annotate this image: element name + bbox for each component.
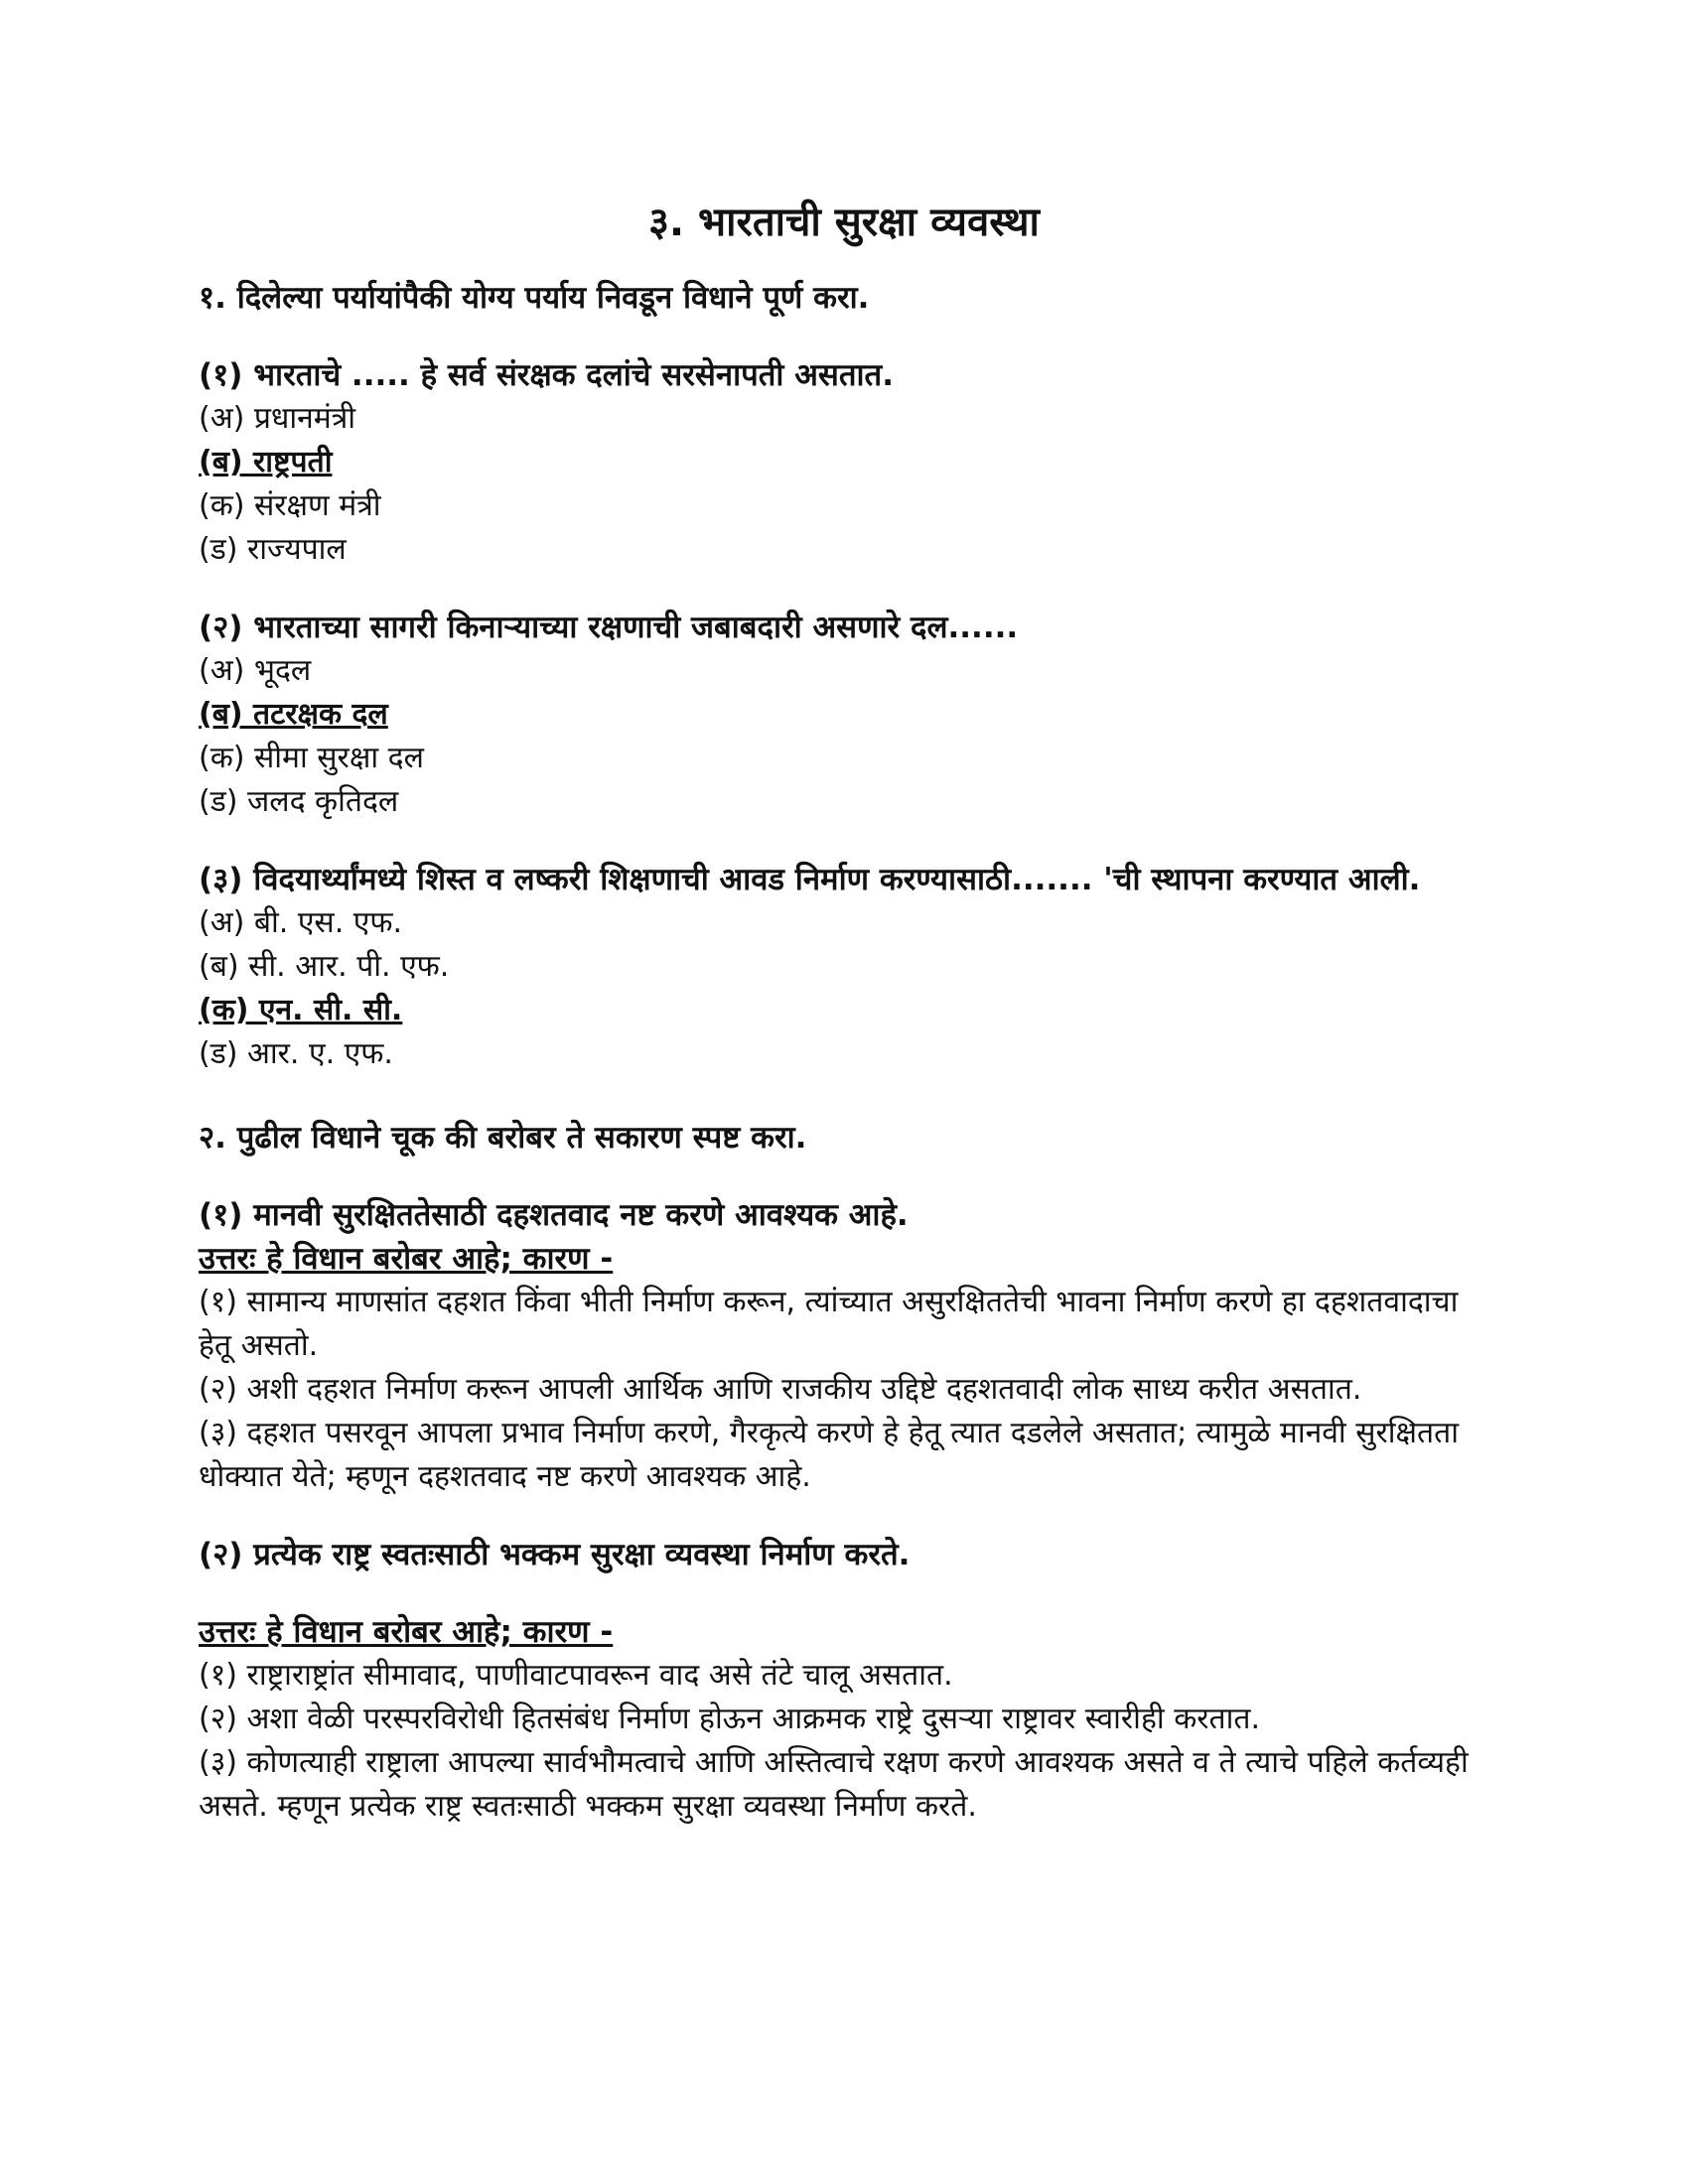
option-a: (अ) भूदल — [199, 653, 312, 688]
mcq-question-2 — [199, 606, 1489, 824]
true-false-question-2 — [199, 1533, 1489, 1829]
option-d: (ड) आर. ए. एफ. — [199, 1036, 393, 1071]
answer-label: उत्तरः हे विधान बरोबर आहे; कारण - — [199, 1614, 614, 1650]
true-false-question-1 — [199, 1193, 1489, 1499]
option-c: (क) सीमा सुरक्षा दल — [199, 741, 424, 775]
section-2-heading: २. पुढील विधाने चूक की बरोबर ते सकारण स्पष्ट करा. — [199, 1120, 807, 1156]
page-title: ३. भारताची सुरक्षा व्यवस्था — [648, 200, 1040, 245]
section-1-heading: १. दिलेल्या पर्यायांपैकी योग्य पर्याय निवडून विधाने पूर्ण करा. — [199, 280, 870, 316]
document-page — [199, 195, 1489, 1862]
option-a: (अ) प्रधानमंत्री — [199, 401, 356, 436]
option-c: (क) संरक्षण मंत्री — [199, 488, 381, 523]
question-text: (२) भारताच्या सागरी किनाऱ्याच्या रक्षणाची जबाबदारी असणारे दल...... — [199, 610, 1019, 645]
option-b-correct: (ब) राष्ट्रपती — [199, 445, 333, 479]
reason-item: (१) सामान्य माणसांत दहशत किंवा भीती निर्माण करून, त्यांच्यात असुरक्षिततेची भावना निर्माण करणे हा दहशतवादाचा हेतू असतो. — [199, 1285, 1459, 1363]
option-c-correct: (क) एन. सी. सी. — [199, 993, 403, 1027]
question-text: (१) मानवी सुरक्षिततेसाठी दहशतवाद नष्ट करणे आवश्यक आहे. — [199, 1197, 909, 1233]
question-text: (२) प्रत्येक राष्ट्र स्वतःसाठी भक्कम सुरक्षा व्यवस्था निर्माण करते. — [199, 1537, 911, 1572]
reason-item: (३) दहशत पसरवून आपला प्रभाव निर्माण करणे, गैरकृत्ये करणे हे हेतू त्यात दडलेले असतात; त्यामुळे मानवी सुरक्षितता धोक्यात येते; म्हणून दहशतवाद नष्ट करणे आवश्यक आहे. — [199, 1416, 1460, 1494]
reason-item: (१) राष्ट्राराष्ट्रांत सीमावाद, पाणीवाटपावरून वाद असे तंटे चालू असतात. — [199, 1658, 953, 1693]
reason-item: (२) अशा वेळी परस्परविरोधी हितसंबंध निर्माण होऊन आक्रमक राष्ट्रे दुसऱ्या राष्ट्रावर स्वारीही करतात. — [199, 1702, 1261, 1736]
option-b: (ब) सी. आर. पी. एफ. — [199, 949, 450, 984]
answer-label: उत्तरः हे विधान बरोबर आहे; कारण - — [199, 1241, 614, 1277]
reason-item: (२) अशी दहशत निर्माण करून आपली आर्थिक आणि राजकीय उद्दिष्टे दहशतवादी लोक साध्य करीत असतात. — [199, 1372, 1362, 1407]
mcq-question-3 — [199, 858, 1489, 1076]
option-a: (अ) बी. एस. एफ. — [199, 905, 403, 940]
option-d: (ड) जलद कृतिदल — [199, 784, 399, 819]
reason-item: (३) कोणत्याही राष्ट्राला आपल्या सार्वभौमत्वाचे आणि अस्तित्वाचे रक्षण करणे आवश्यक असते व ते त्याचे पहिले कर्तव्यही असते. म्हणून प्रत्येक राष्ट्र स्वतःसाठी भक्कम सुरक्षा व्यवस्था निर्माण करते. — [199, 1745, 1469, 1824]
question-text: (३) विदयार्थ्यांमध्ये शिस्त व लष्करी शिक्षणाची आवड निर्माण करण्यासाठी....... 'ची स्थापना करण्यात आली. — [199, 862, 1421, 897]
option-b-correct: (ब) तटरक्षक दल — [199, 697, 388, 732]
mcq-question-1 — [199, 353, 1489, 572]
option-d: (ड) राज्यपाल — [199, 532, 347, 567]
question-text: (१) भारताचे ..... हे सर्व संरक्षक दलांचे सरसेनापती असतात. — [199, 357, 894, 393]
